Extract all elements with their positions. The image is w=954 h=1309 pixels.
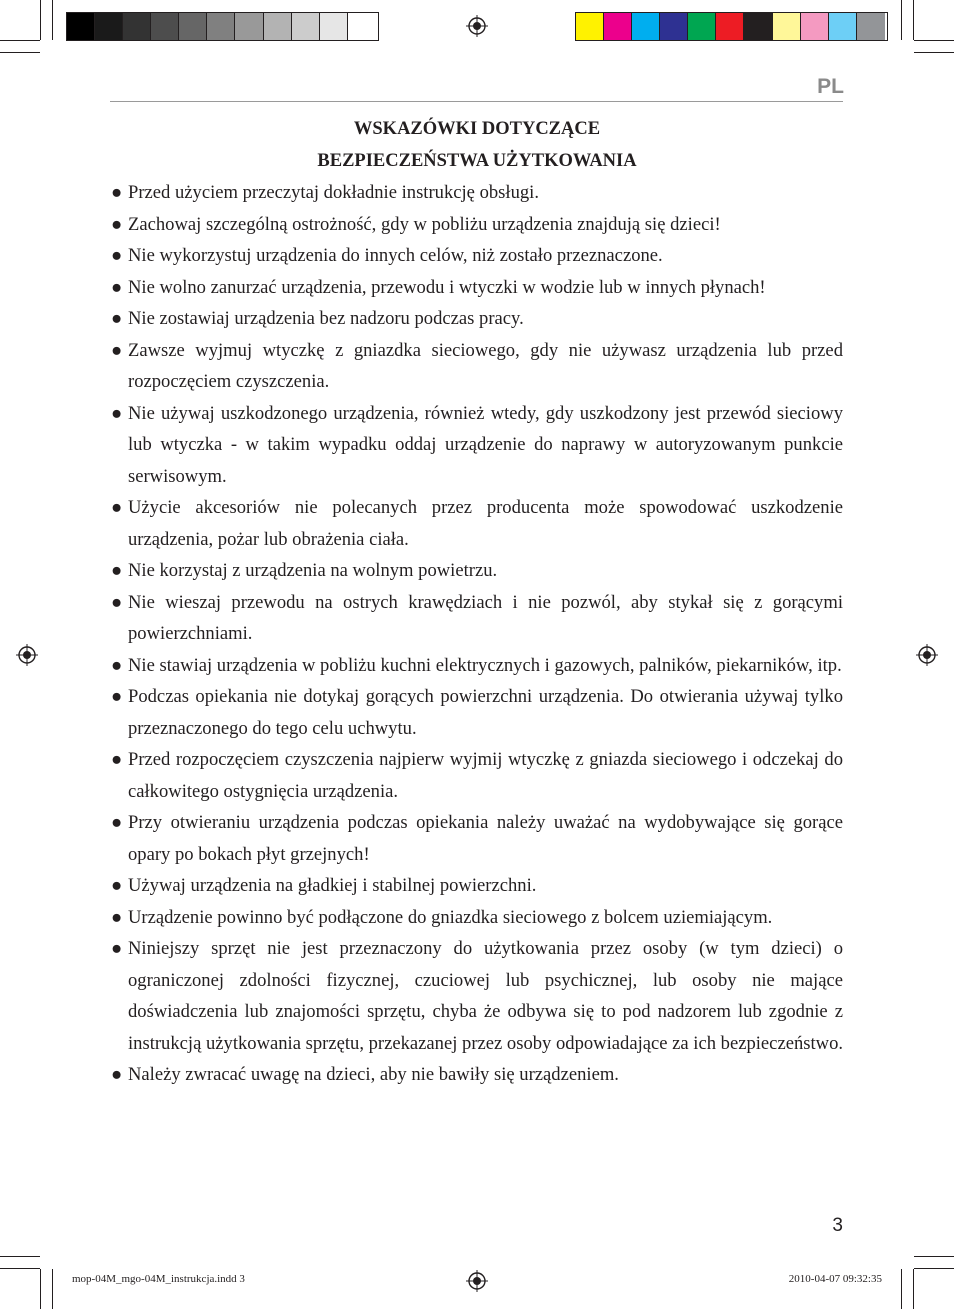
color-swatch — [829, 13, 857, 40]
bullet-icon: ● — [111, 812, 123, 833]
list-item-text: Zachowaj szczególną ostrożność, gdy w pobliżu urządzenia znajdują się dzieci! — [128, 213, 721, 235]
crop-mark — [914, 40, 954, 41]
safety-instructions — [111, 114, 843, 1091]
heading-line-1: WSKAZÓWKI DOTYCZĄCE — [353, 119, 601, 139]
list-item-text: Użycie akcesoriów nie polecanych przez producenta może spowodować uszkodzenie urządzenia, pożar lub obrażenia ciała. — [128, 497, 843, 550]
crop-mark — [0, 52, 40, 53]
color-swatch — [604, 13, 632, 40]
list-item-text: Nie stawiaj urządzenia w pobliżu kuchni elektrycznych i gazowych, palników, piekarników, itp. — [128, 654, 842, 676]
list-item-text: Urządzenie powinno być podłączone do gniazdka sieciowego z bolcem uziemiającym. — [128, 906, 773, 928]
list-item — [111, 398, 843, 493]
grayscale-color-bar — [66, 12, 379, 41]
list-item — [111, 555, 843, 587]
list-item-text: Przy otwieraniu urządzenia podczas opiekania należy uważać na wydobywające się gorące opary po bokach płyt grzejnych! — [128, 812, 843, 865]
list-item-text: Nie używaj uszkodzonego urządzenia, również wtedy, gdy uszkodzony jest przewód sieciowy lub wtyczka - w takim wypadku oddaj urządzenie do naprawy w autoryzowanym punkcie serwisowym. — [128, 402, 843, 487]
list-item — [111, 335, 843, 398]
list-item-text: Nie korzystaj z urządzenia na wolnym powietrzu. — [128, 560, 498, 581]
color-swatch — [67, 13, 95, 40]
crop-mark — [0, 1256, 40, 1257]
process-color-bar — [575, 12, 888, 41]
list-item — [111, 303, 843, 335]
color-swatch — [576, 13, 604, 40]
bullet-icon: ● — [111, 497, 123, 518]
crop-mark — [52, 0, 53, 40]
crop-mark — [914, 1256, 954, 1257]
section-heading — [111, 114, 843, 177]
list-item — [111, 807, 843, 870]
color-swatch — [123, 13, 151, 40]
color-swatch — [632, 13, 660, 40]
color-swatch — [744, 13, 772, 40]
crop-mark — [40, 1269, 41, 1309]
list-item-text: Niniejszy sprzęt nie jest przeznaczony do użytkowania przez osoby (w tym dzieci) o ograniczonej zdolności fizycznej, czuciowej lub psychicznej, lub osoby nie mające doświadczenia lub znajomości sprzętu, chyba że odbywa się to pod nadzorem lub zgodnie z instrukcją użytkowania sprzętu, przekazanej przez osoby odpowiadające za ich bezpieczeństwo. — [128, 938, 844, 1054]
crop-mark — [0, 40, 40, 41]
language-code: PL — [817, 75, 844, 98]
color-swatch — [292, 13, 320, 40]
list-item — [111, 587, 843, 650]
file-slug: mop-04M_mgo-04M_instrukcja.indd 3 — [72, 1273, 245, 1285]
list-item-text: Nie wieszaj przewodu na ostrych krawędziach i nie pozwól, aby stykał się z gorącymi powierzchniami. — [128, 591, 843, 644]
list-item — [111, 650, 843, 682]
registration-mark-icon — [916, 644, 938, 666]
bullet-icon: ● — [111, 308, 123, 329]
color-swatch — [716, 13, 744, 40]
crop-mark — [52, 1269, 53, 1309]
crop-mark — [914, 1268, 954, 1269]
color-swatch — [151, 13, 179, 40]
bullet-icon: ● — [111, 654, 123, 676]
list-item — [111, 240, 843, 272]
crop-mark — [913, 0, 914, 40]
bullet-icon: ● — [111, 339, 123, 361]
color-swatch — [348, 13, 376, 40]
bullet-icon: ● — [111, 182, 123, 203]
list-item-text: Używaj urządzenia na gładkiej i stabilnej powierzchni. — [128, 875, 537, 896]
color-swatch — [207, 13, 235, 40]
page-number: 3 — [832, 1215, 843, 1236]
list-item-text: Podczas opiekania nie dotykaj gorących powierzchni urządzenia. Do otwierania używaj tylko przeznaczonego do tego celu uchwytu. — [128, 686, 843, 739]
color-swatch — [235, 13, 263, 40]
color-swatch — [179, 13, 207, 40]
registration-mark-icon — [466, 1270, 488, 1292]
list-item-text: Zawsze wyjmuj wtyczkę z gniazdka sieciowego, gdy nie używasz urządzenia lub przed rozpoczęciem czyszczenia. — [128, 339, 843, 392]
color-swatch — [95, 13, 123, 40]
color-swatch — [801, 13, 829, 40]
bullet-icon: ● — [111, 875, 123, 896]
header-rule — [110, 101, 843, 102]
bullet-icon: ● — [111, 591, 123, 613]
list-item — [111, 902, 843, 934]
timestamp-slug: 2010-04-07 09:32:35 — [788, 1273, 882, 1285]
list-item-text: Przed rozpoczęciem czyszczenia najpierw wyjmij wtyczkę z gniazda sieciowego i odczekaj do całkowitego ostygnięcia urządzenia. — [128, 749, 843, 802]
bullet-icon: ● — [111, 686, 123, 707]
bullet-icon: ● — [111, 402, 123, 424]
heading-line-2: BEZPIECZEŃSTWA UŻYTKOWANIA — [317, 150, 637, 171]
bullet-icon: ● — [111, 560, 123, 581]
bullet-icon: ● — [111, 1064, 123, 1085]
bullet-icon: ● — [111, 749, 123, 770]
list-item — [111, 681, 843, 744]
registration-mark-icon — [16, 644, 38, 666]
list-item-text: Nie zostawiaj urządzenia bez nadzoru podczas pracy. — [128, 308, 524, 329]
crop-mark — [913, 1269, 914, 1309]
list-item — [111, 933, 843, 1059]
list-item — [111, 492, 843, 555]
color-swatch — [688, 13, 716, 40]
list-item-text: Nie wolno zanurzać urządzenia, przewodu i wtyczki w wodzie lub w innych płynach! — [128, 276, 766, 298]
crop-mark — [914, 52, 954, 53]
list-item-text: Przed użyciem przeczytaj dokładnie instrukcję obsługi. — [128, 182, 539, 203]
crop-mark — [40, 0, 41, 40]
list-item — [111, 272, 843, 304]
crop-mark — [0, 1268, 40, 1269]
bullet-icon: ● — [111, 938, 123, 959]
list-item-text: Należy zwracać uwagę na dzieci, aby nie bawiły się urządzeniem. — [128, 1064, 619, 1085]
list-item — [111, 209, 843, 241]
color-swatch — [773, 13, 801, 40]
registration-mark-icon — [466, 15, 488, 37]
list-item — [111, 870, 843, 902]
list-item — [111, 744, 843, 807]
color-swatch — [857, 13, 885, 40]
list-item — [111, 1059, 843, 1091]
color-swatch — [660, 13, 688, 40]
list-item — [111, 177, 843, 209]
crop-mark — [901, 1269, 902, 1309]
color-swatch — [264, 13, 292, 40]
list-item-text: Nie wykorzystuj urządzenia do innych celów, niż zostało przeznaczone. — [128, 245, 663, 266]
bullet-icon: ● — [111, 213, 123, 235]
bullet-icon: ● — [111, 906, 123, 928]
bullet-icon: ● — [111, 276, 123, 298]
instruction-list — [111, 177, 843, 1091]
color-swatch — [320, 13, 348, 40]
crop-mark — [901, 0, 902, 40]
bullet-icon: ● — [111, 245, 123, 266]
